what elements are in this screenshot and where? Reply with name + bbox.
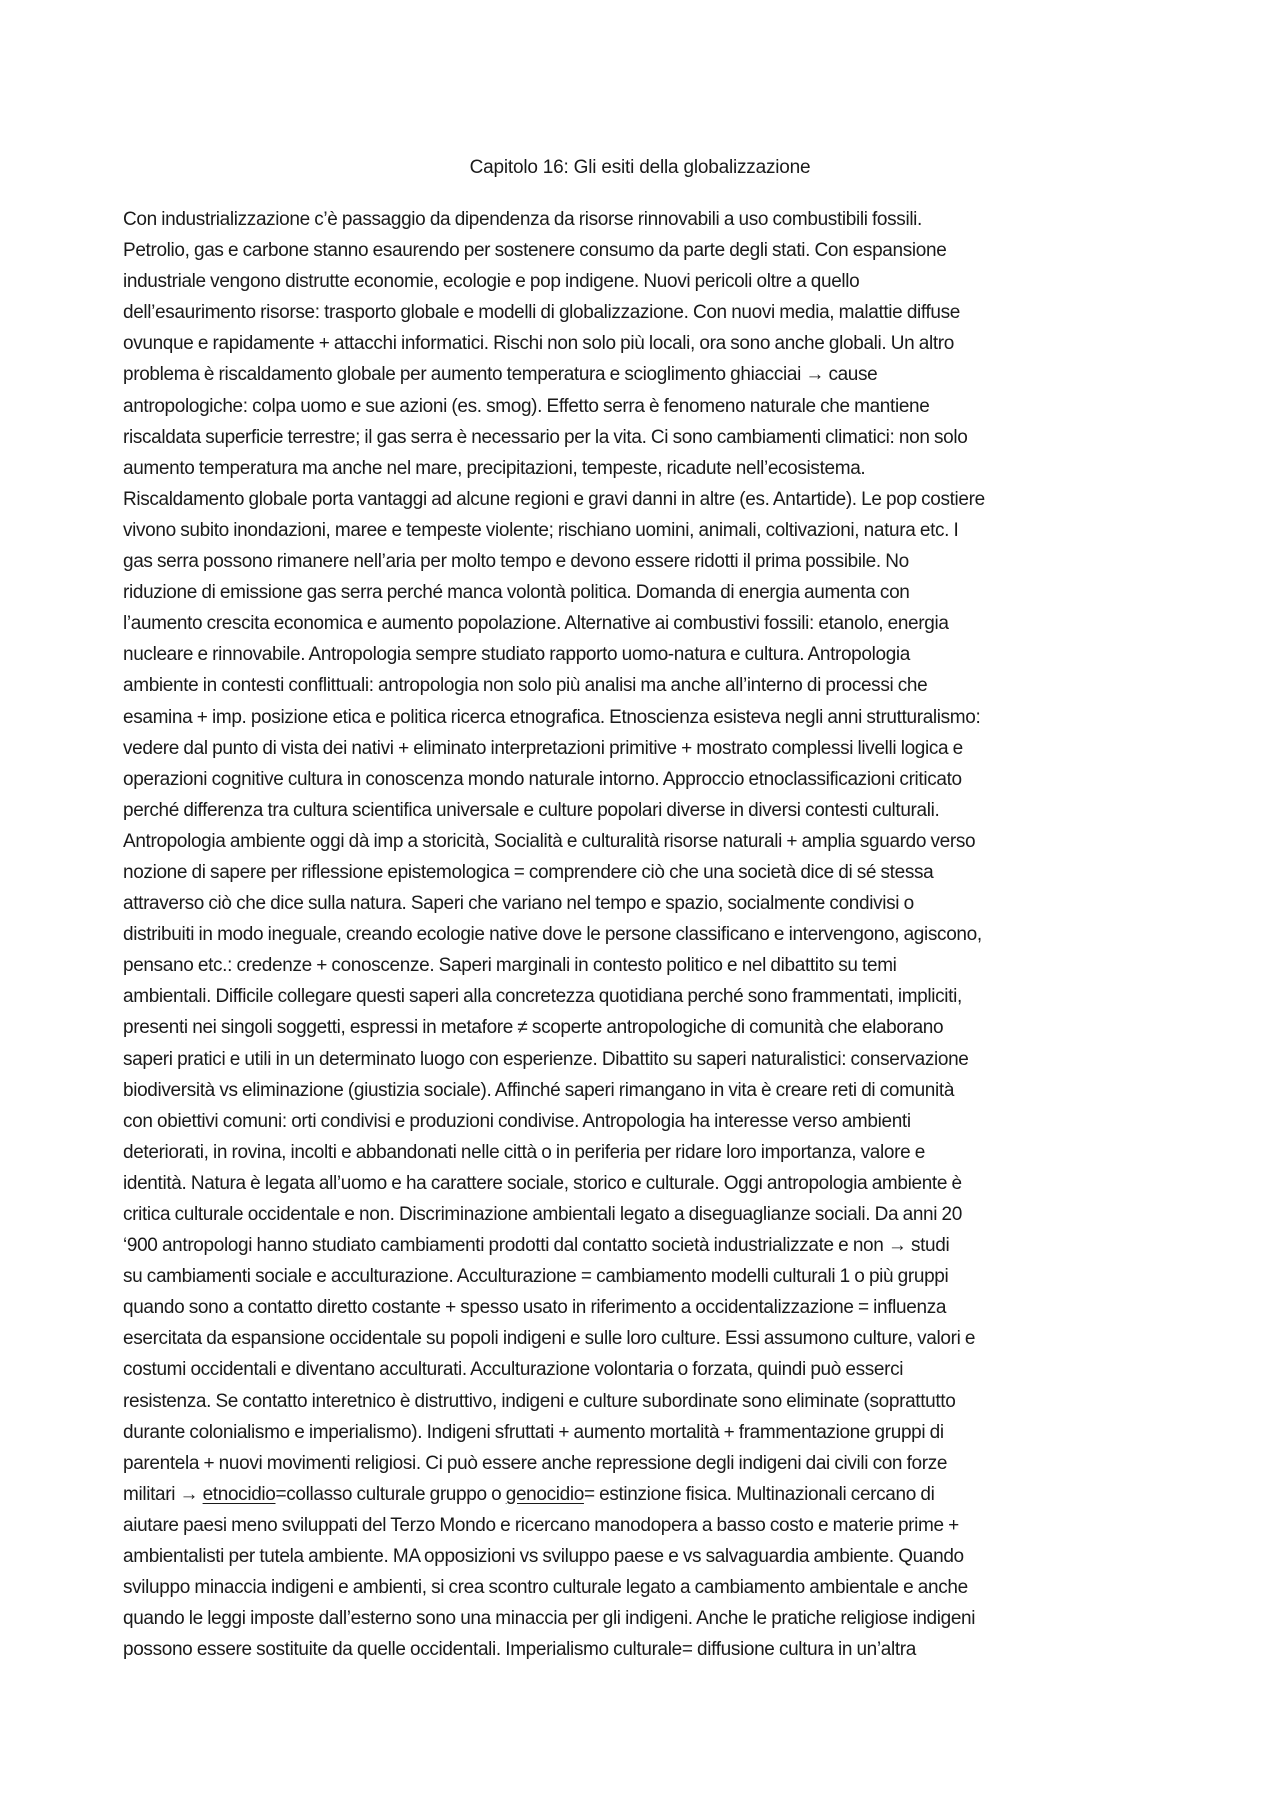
text-line: attraverso ciò che dice sulla natura. Saperi che variano nel tempo e spazio, socialmente condivisi o — [123, 893, 914, 915]
text-line: problema è riscaldamento globale per aumento temperatura e scioglimento ghiacciai → cause — [123, 364, 878, 386]
text-line: deteriorati, in rovina, incolti e abbandonati nelle città o in periferia per ridare loro importanza, valore e — [123, 1141, 925, 1163]
text-line: ovunque e rapidamente + attacchi informatici. Rischi non solo più locali, ora sono anche globali. Un altro — [123, 333, 954, 355]
text-line: vivono subito inondazioni, maree e tempeste violente; rischiano uomini, animali, coltivazioni, natura etc. I — [123, 519, 959, 541]
text-line: presenti nei singoli soggetti, espressi in metafore ≠ scoperte antropologiche di comunità che elaborano — [123, 1017, 944, 1039]
text-line: pensano etc.: credenze + conoscenze. Saperi marginali in contesto politico e nel dibattito su temi — [123, 955, 897, 977]
text-line: sviluppo minaccia indigeni e ambienti, si crea scontro culturale legato a cambiamento ambientale e anche — [123, 1577, 968, 1599]
text-line: biodiversità vs eliminazione (giustizia sociale). Affinché saperi rimangano in vita è creare reti di comunità — [123, 1079, 955, 1101]
text-line: ambientali. Difficile collegare questi saperi alla concretezza quotidiana perché sono frammentati, impliciti, — [123, 986, 962, 1008]
text-line: su cambiamenti sociale e acculturazione. Acculturazione = cambiamento modelli culturali 1 o più gruppi — [123, 1266, 949, 1288]
text-line: dell’esaurimento risorse: trasporto globale e modelli di globalizzazione. Con nuovi media, malattie diffuse — [123, 302, 961, 324]
text-line: ambientalisti per tutela ambiente. MA opposizioni vs sviluppo paese e vs salvaguardia ambiente. Quando — [123, 1546, 964, 1568]
text-line: operazioni cognitive cultura in conoscenza mondo naturale intorno. Approccio etnoclassificazioni criticato — [123, 768, 962, 790]
text-line: distribuiti in modo ineguale, creando ecologie native dove le persone classificano e intervengono, agiscono, — [123, 924, 982, 946]
text-line: nucleare e rinnovabile. Antropologia sempre studiato rapporto uomo-natura e cultura. Antropologia — [123, 644, 911, 666]
text-line: ‘900 antropologi hanno studiato cambiamenti prodotti dal contatto società industrializzate e non → studi — [123, 1235, 950, 1257]
term-etnocidio: etnocidio — [202, 1483, 276, 1505]
text-line: industriale vengono distrutte economie, ecologie e pop indigene. Nuovi pericoli oltre a quello — [123, 271, 860, 293]
text-line: aiutare paesi meno sviluppati del Terzo Mondo e ricercano manodopera a basso costo e materie prime + — [123, 1514, 959, 1536]
text-line: Petrolio, gas e carbone stanno esaurendo per sostenere consumo da parte degli stati. Con espansione — [123, 240, 947, 262]
text-line: identità. Natura è legata all’uomo e ha carattere sociale, storico e culturale. Oggi antropologia ambiente è — [123, 1172, 962, 1194]
text-line: Riscaldamento globale porta vantaggi ad alcune regioni e gravi danni in altre (es. Antartide). Le pop costiere — [123, 488, 985, 510]
text-line: riscaldata superficie terrestre; il gas serra è necessario per la vita. Ci sono cambiamenti climatici: non solo — [123, 426, 968, 448]
text-line: riduzione di emissione gas serra perché manca volontà politica. Domanda di energia aumenta con — [123, 582, 910, 604]
text-line: aumento temperatura ma anche nel mare, precipitazioni, tempeste, ricadute nell’ecosistema. — [123, 457, 866, 479]
text-line: critica culturale occidentale e non. Discriminazione ambientali legato a diseguaglianze sociali. Da anni 20 — [123, 1204, 962, 1225]
text-line: parentela + nuovi movimenti religiosi. Ci può essere anche repressione degli indigeni dai civili con forze — [123, 1452, 948, 1474]
text-line: costumi occidentali e diventano acculturati. Acculturazione volontaria o forzata, quindi può esserci — [123, 1359, 904, 1381]
text-line: saperi pratici e utili in un determinato luogo con esperienze. Dibattito su saperi naturalistici: conservazione — [123, 1048, 969, 1070]
text-line: ambiente in contesti conflittuali: antropologia non solo più analisi ma anche all’interno di processi che — [123, 675, 928, 697]
text-line: Antropologia ambiente oggi dà imp a storicità, Socialità e culturalità risorse naturali + amplia sguardo verso — [123, 830, 976, 852]
text-line: resistenza. Se contatto interetnico è distruttivo, indigeni e culture subordinate sono eliminate (soprattutto — [123, 1390, 956, 1412]
text-line: l’aumento crescita economica e aumento popolazione. Alternative ai combustivi fossili: etanolo, energia — [123, 613, 949, 635]
text-line: nozione di sapere per riflessione epistemologica = comprendere ciò che una società dice di sé stessa — [123, 861, 934, 883]
text-line: quando le leggi imposte dall’esterno sono una minaccia per gli indigeni. Anche le pratiche religiose indigeni — [123, 1608, 976, 1630]
text-line: esamina + imp. posizione etica e politica ricerca etnografica. Etnoscienza esisteva negli anni strutturalismo: — [123, 706, 981, 728]
text-line: antropologiche: colpa uomo e sue azioni (es. smog). Effetto serra è fenomeno naturale che mantiene — [123, 395, 930, 417]
text-line: durante colonialismo e imperialismo). Indigeni sfruttati + aumento mortalità + frammentazione gruppi di — [123, 1421, 944, 1443]
text-line: esercitata da espansione occidentale su popoli indigeni e sulle loro culture. Essi assumono culture, valori e — [123, 1328, 976, 1350]
text-line: Con industrializzazione c’è passaggio da dipendenza da risorse rinnovabili a uso combustibili fossili. — [123, 209, 922, 230]
term-genocidio: genocidio — [505, 1483, 584, 1505]
line-middle: =collasso culturale gruppo o — [275, 1483, 506, 1505]
page-title: Capitolo 16: Gli esiti della globalizzazione — [469, 157, 811, 178]
text-line: possono essere sostituite da quelle occidentali. Imperialismo culturale= diffusione cultura in un’altra — [123, 1639, 916, 1661]
text-line: vedere dal punto di vista dei nativi + eliminato interpretazioni primitive + mostrato complessi livelli logica e — [123, 737, 963, 759]
text-line: perché differenza tra cultura scientifica universale e culture popolari diverse in diversi contesti culturali. — [123, 799, 940, 821]
body-text — [123, 204, 1243, 1665]
text-line: con obiettivi comuni: orti condivisi e produzioni condivise. Antropologia ha interesse verso ambienti — [123, 1110, 911, 1132]
text-line: quando sono a contatto diretto costante + spesso usato in riferimento a occidentalizzazione = influenza — [123, 1297, 947, 1319]
text-line: gas serra possono rimanere nell’aria per molto tempo e devono essere ridotti il prima possibile. No — [123, 551, 909, 573]
line-suffix: = estinzione fisica. Multinazionali cercano di — [583, 1483, 935, 1505]
line-prefix: militari → — [123, 1483, 203, 1505]
text-line-definitions — [123, 1479, 1243, 1510]
